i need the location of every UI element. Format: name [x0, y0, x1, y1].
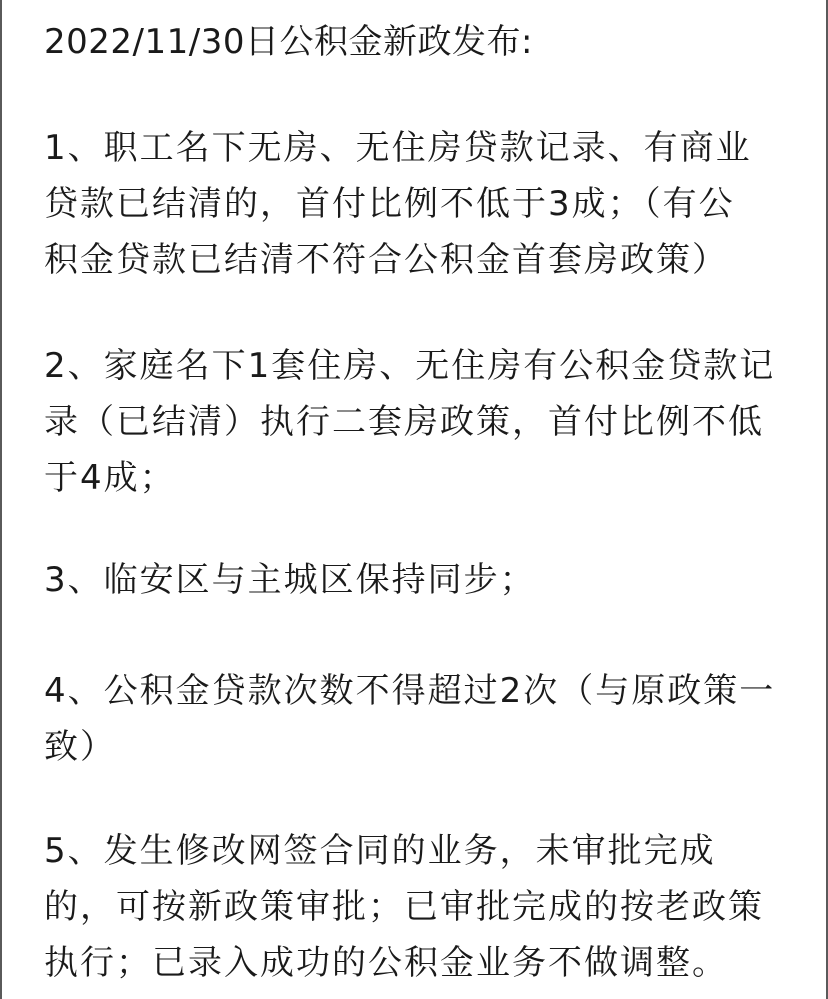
- policy-item-2-line-1: 2、家庭名下1套住房、无住房有公积金贷款记: [44, 346, 776, 386]
- policy-item-1: [44, 120, 804, 288]
- policy-item-1-line-3: 积金贷款已结清不符合公积金首套房政策）: [44, 240, 728, 280]
- policy-item-2-line-2: 录（已结清）执行二套房政策，首付比例不低: [44, 402, 764, 442]
- policy-item-4: [44, 663, 804, 775]
- policy-item-5-line-2: 的，可按新政策审批；已审批完成的按老政策: [44, 887, 764, 927]
- policy-item-3-line-1: 3、临安区与主城区保持同步；: [44, 560, 536, 600]
- policy-item-4-line-1: 4、公积金贷款次数不得超过2次（与原政策一: [44, 671, 776, 711]
- policy-item-5-line-1: 5、发生修改网签合同的业务，未审批完成: [44, 831, 716, 871]
- policy-item-2: [44, 338, 804, 506]
- policy-item-1-line-2: 贷款已结清的，首付比例不低于3成；（有公: [44, 184, 735, 224]
- policy-item-4-line-2: 致）: [44, 727, 116, 767]
- policy-item-3: [44, 552, 804, 608]
- policy-item-1-line-1: 1、职工名下无房、无住房贷款记录、有商业: [44, 128, 752, 168]
- document-title: 2022/11/30日公积金新政发布:: [44, 22, 533, 62]
- policy-item-2-line-3: 于4成；: [44, 458, 176, 498]
- policy-item-5-line-3: 执行；已录入成功的公积金业务不做调整。: [44, 943, 728, 983]
- policy-item-5: [44, 823, 804, 991]
